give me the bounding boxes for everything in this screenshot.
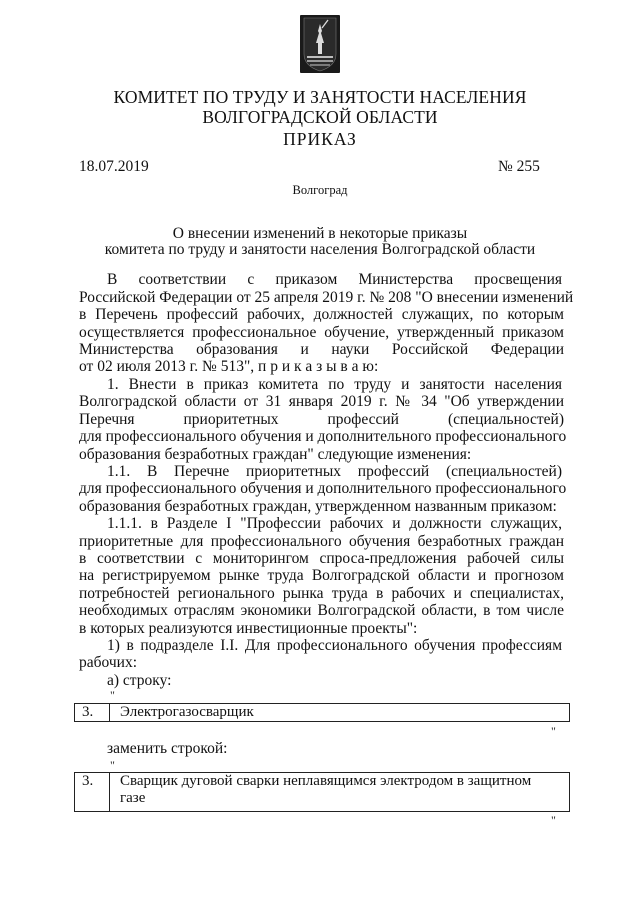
body-line: Перечня приоритетных профессий (специальностей) <box>79 411 564 428</box>
closing-quote-mark: " <box>551 813 556 827</box>
body-line: 1.1.1. в Разделе I "Профессии рабочих и должности служащих, <box>107 515 562 532</box>
opening-quote-mark: " <box>110 758 115 772</box>
body-line: Волгоградской области от 31 января 2019 г. № 34 "Об утверждении <box>79 393 564 410</box>
committee-name-line2: ВОЛГОГРАДСКОЙ ОБЛАСТИ <box>202 107 438 127</box>
coat-of-arms-emblem <box>299 14 341 74</box>
order-date: 18.07.2019 <box>79 158 149 175</box>
subject-line1: О внесении изменений в некоторые приказы <box>172 225 468 242</box>
body-line: 1.1. В Перечне приоритетных профессий (специальностей) <box>107 463 562 480</box>
body-line: на регистрируемом рынке труда Волгоградской области и прогнозом <box>79 567 564 584</box>
row-number: 3. <box>82 773 94 789</box>
body-line: а) строку: <box>107 672 172 689</box>
issuing-city: Волгоград <box>292 183 348 197</box>
body-line: 1) в подразделе I.I. Для профессионального обучения профессиям <box>107 637 562 654</box>
replaced-row-table <box>74 703 570 722</box>
body-line: в которых реализуются инвестиционные проекты": <box>79 620 418 637</box>
opening-quote-mark: " <box>110 688 115 702</box>
replace-instruction: заменить строкой: <box>107 740 228 757</box>
profession-name-line1: Сварщик дуговой сварки неплавящимся электродом в защитном <box>120 773 532 789</box>
body-line: рабочих: <box>79 654 138 671</box>
row-number: 3. <box>82 704 94 720</box>
body-line: В соответствии с приказом Министерства просвещения <box>107 271 562 288</box>
order-number: № 255 <box>498 158 540 175</box>
body-line: для профессионального обучения и дополнительного профессионального <box>79 428 567 445</box>
replacement-row-table <box>74 772 570 812</box>
document-type-title: ПРИКАЗ <box>283 129 357 149</box>
profession-name: Электрогазосварщик <box>120 704 254 720</box>
body-line: от 02 июля 2013 г. № 513", п р и к а з ы в а ю: <box>79 358 379 375</box>
body-line: в соответствии с мониторингом спроса-предложения рабочей силы <box>79 550 564 567</box>
body-line: Российской Федерации от 25 апреля 2019 г. № 208 "О внесении изменений <box>79 289 574 306</box>
profession-name-line2: газе <box>120 790 146 806</box>
closing-quote-mark: " <box>551 724 556 738</box>
body-line: потребностей регионального рынка труда в рабочих и специалистах, <box>79 585 564 602</box>
body-line: образования безработных граждан" следующие изменения: <box>79 446 472 463</box>
body-line: 1. Внести в приказ комитета по труду и занятости населения <box>107 376 562 393</box>
body-line: Министерства образования и науки Российской Федерации <box>79 341 564 358</box>
profession-name <box>120 773 560 807</box>
body-line: для профессионального обучения и дополнительного профессионального <box>79 480 567 497</box>
body-line: необходимых отраслям экономики Волгоградской области, в том числе <box>79 602 564 619</box>
subject-line2: комитета по труду и занятости населения Волгоградской области <box>104 241 536 258</box>
body-line: приоритетные для профессионального обучения безработных граждан <box>79 533 564 550</box>
body-line: образования безработных граждан, утвержденном названным приказом: <box>79 498 557 515</box>
body-line: в Перечень профессий рабочих, должностей служащих, по которым <box>79 306 564 323</box>
body-line: осуществляется профессиональное обучение, утвержденный приказом <box>79 324 564 341</box>
committee-name-line1: КОМИТЕТ ПО ТРУДУ И ЗАНЯТОСТИ НАСЕЛЕНИЯ <box>113 87 527 107</box>
